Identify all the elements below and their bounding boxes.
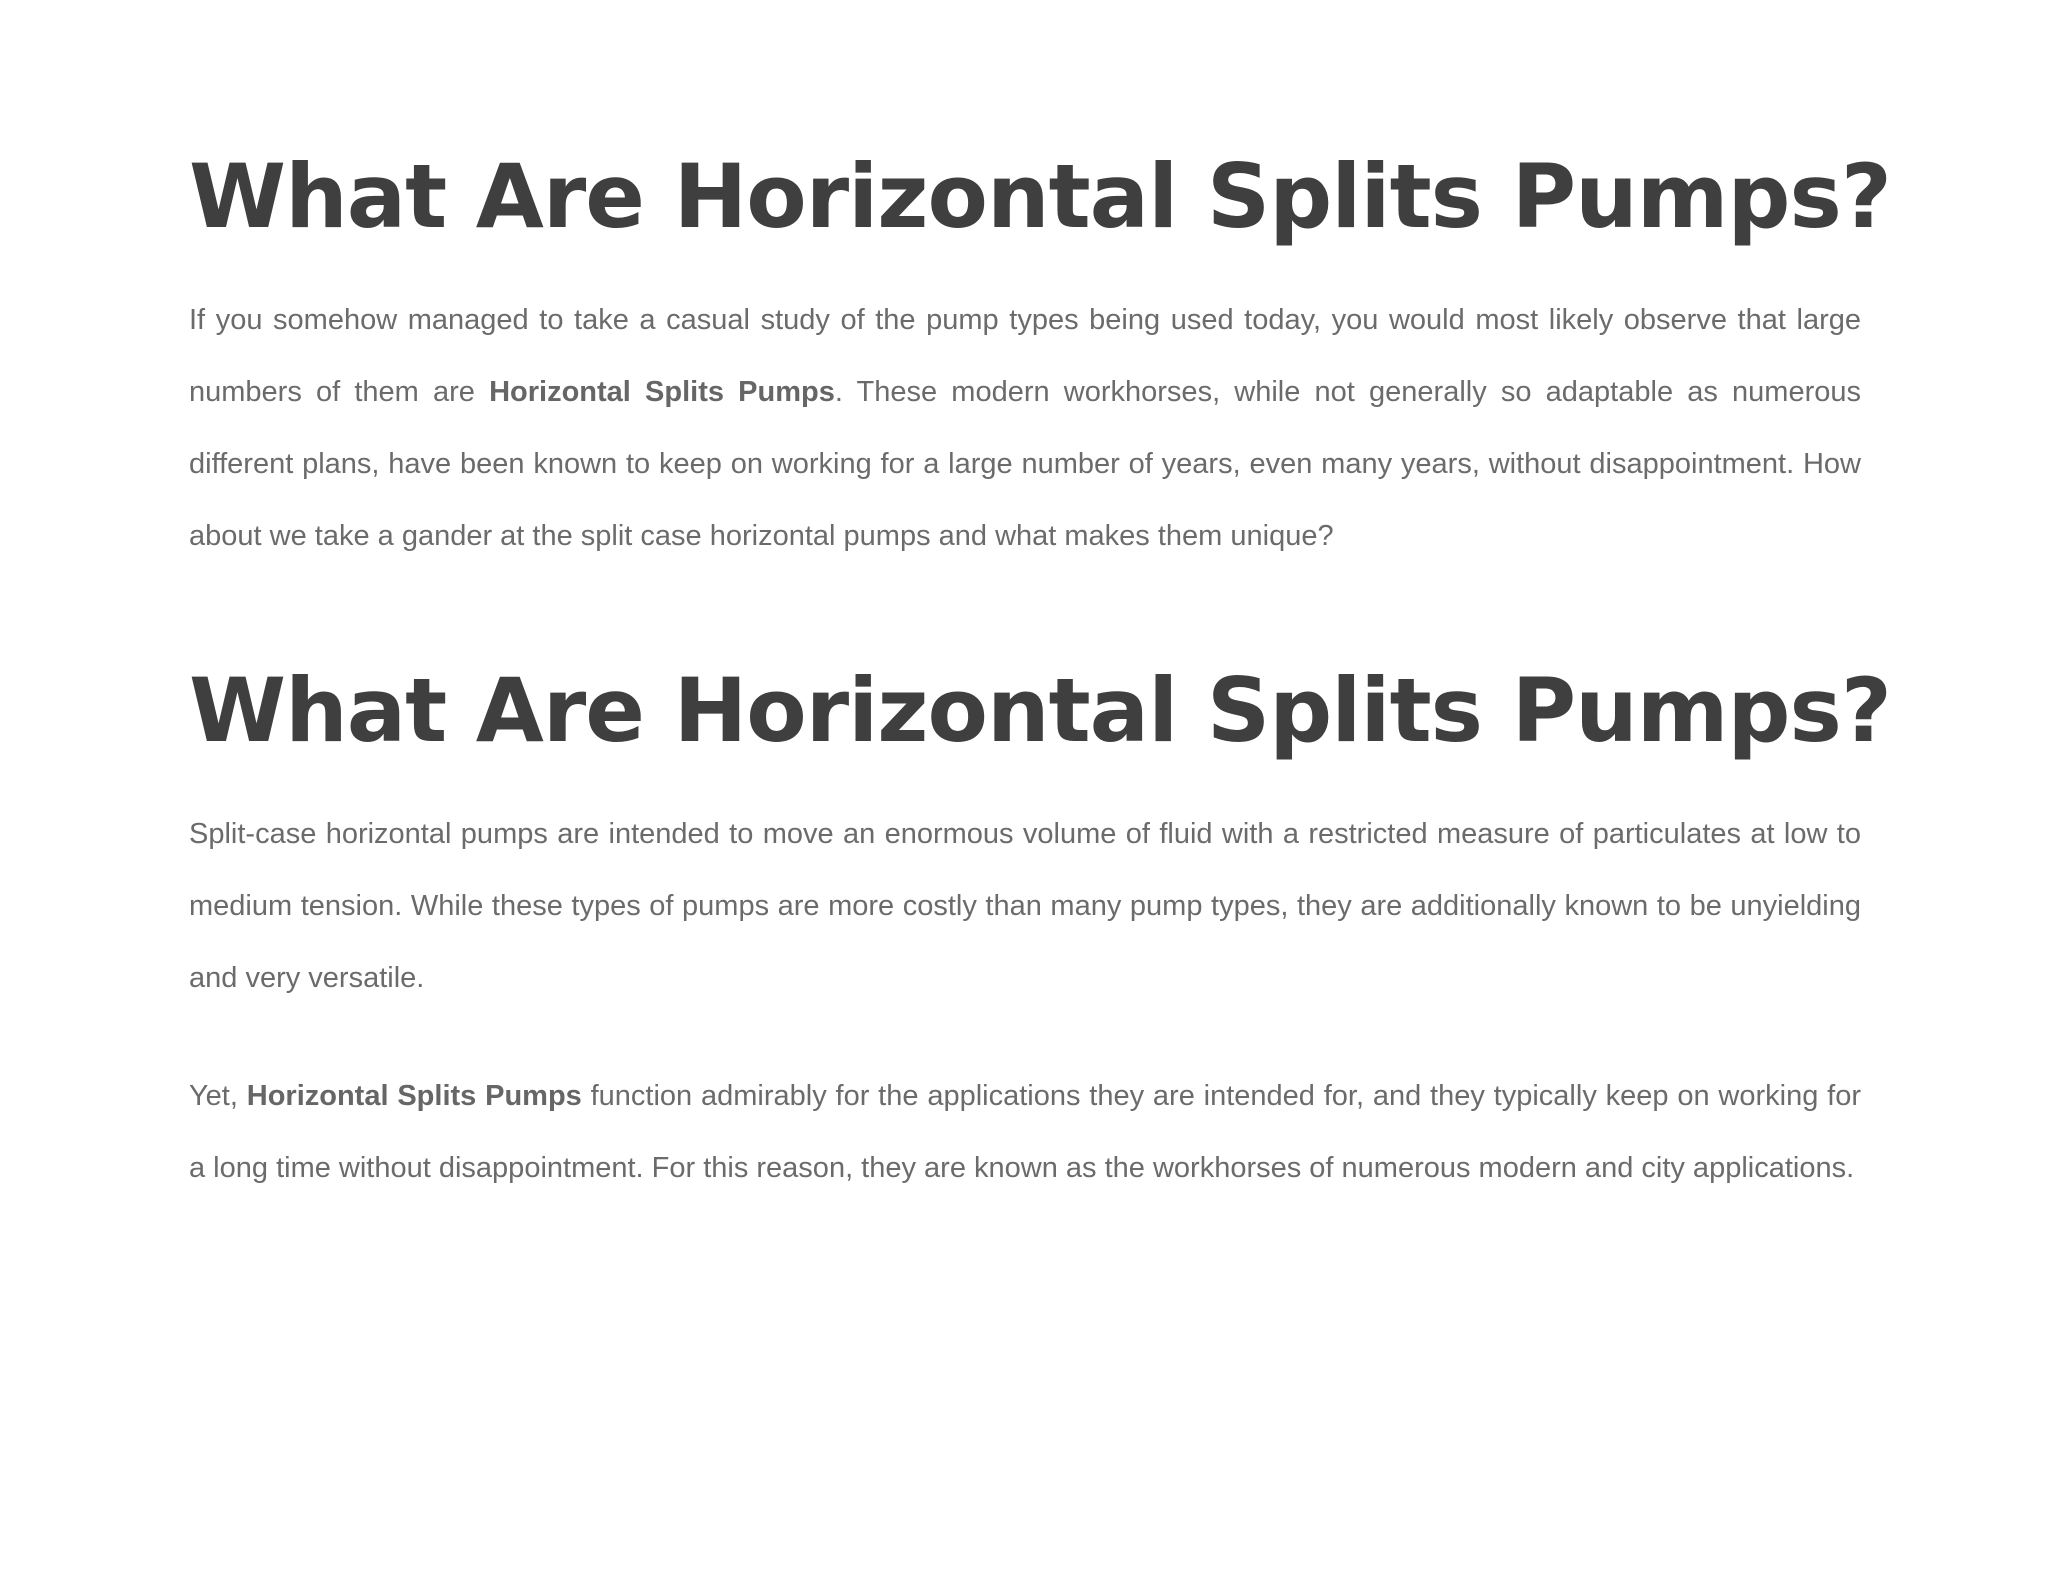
description-paragraph: Split-case horizontal pumps are intended to move an enormous volume of fluid with a restricted measure of particulates at low to medium tension. While these types of pumps are more costly than many pump types, they are additionally known to be unyielding and very versatile. xyxy=(189,818,1861,995)
intro-text-end: . These modern workhorses, while not generally so adaptable as numerous different plans, have been known to keep on working for a large number of years, even many years, without disappointment. How about we take a gander at the split case horizontal pumps and what makes them unique? xyxy=(189,376,1861,553)
bold-keyword: Horizontal Splits Pumps xyxy=(246,1080,582,1113)
bold-keyword: Horizontal Splits Pumps xyxy=(489,376,835,409)
intro-text-start: If you somehow managed to take a casual study of the pump types being used today, you would most likely observe that large numbers of them are xyxy=(189,304,1861,409)
section-heading-2: What Are Horizontal Splits Pumps? xyxy=(189,659,1891,763)
article xyxy=(189,0,1891,1204)
intro-paragraph xyxy=(189,284,1861,572)
closing-text-end: function admirably for the applications they are intended for, and they typically keep on working for a long time without disappointment. For this reason, they are known as the workhorses of numerous modern and city applications. xyxy=(189,1080,1861,1185)
closing-text-start: Yet, xyxy=(189,1080,247,1113)
section-heading-1: What Are Horizontal Splits Pumps? xyxy=(189,145,1891,248)
closing-paragraph xyxy=(189,1060,1861,1204)
